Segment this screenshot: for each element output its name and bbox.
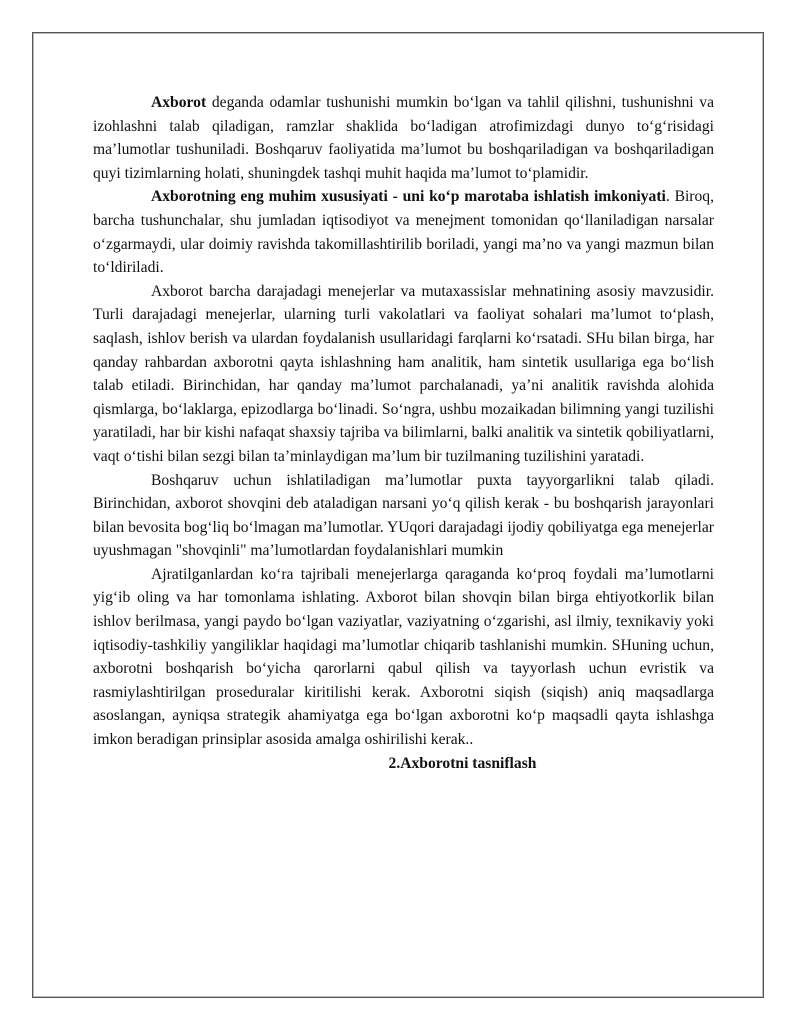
- section-heading: 2.Axborotni tasniflash: [388, 754, 537, 772]
- document-body: [93, 91, 714, 775]
- paragraph-processing: Ajratilganlardan ko‘ra tajribali menejerlarga qaraganda ko‘proq foydali ma’lumotlarni yig‘ib oling va har tomonlama ishlating. Axborot bilan shovqin bilan birga ehtiyotkorlik bilan ishlov berilmasa, yangi paydo bo‘lgan vaziyatlar, vaziyatning o‘zgarishi, asl ilmiy, texnikaviy yoki iqtisodiy-tashkiliy yangiliklar haqidagi ma’lumotlar chiqarib tashlanishi mumkin. SHuning uchun, axborotni boshqarish bo‘yicha qarorlarni qabul qilish va tayyorlash uchun evristik va rasmiylashtirilgan proseduralar kiritilishi kerak. Axborotni siqish (siqish) aniq maqsadlarga asoslangan, ayniqsa strategik ahamiyatga ega bo‘lgan axborotni ko‘p maqsadli qayta ishlashga imkon beradigan prinsiplar asosida amalga oshirilishi kerak..: [93, 565, 714, 749]
- paragraph-key-property: [93, 185, 714, 279]
- paragraph-managers: Axborot barcha darajadagi menejerlar va mutaxassislar mehnatining asosiy mavzusidir. Turli darajadagi menejerlar, ularning turli vakolatlari va faoliyat sohalari ma’lumot to‘plash, saqlash, ishlov berish va ulardan foydalanish usullaridagi farqlarni ko‘rsatadi. SHu bilan birga, har qanday rahbardan axborotni qayta ishlashning ham analitik, ham sintetik usullariga ega bo‘lish talab etiladi. Birinchidan, har qanday ma’lumot parchalanadi, ya’ni analitik ravishda alohida qismlarga, bo‘laklarga, epizodlarga bo‘linadi. So‘ngra, ushbu mozaikadan bilimning yangi tuzilishi yaratiladi, har bir kishi nafaqat shaxsiy tajriba va bilimlarni, balki analitik va sintetik qobiliyatlarni, vaqt o‘tishi bilan sezgi bilan ta’minlaydigan ma’lum bir tuzilmaning tuzilishini yaratadi.: [93, 282, 714, 465]
- term-key-property: Axborotning eng muhim xususiyati - uni ko‘p marotaba ishlatish imkoniyati: [151, 188, 666, 206]
- paragraph-text: . Biroq, barcha tushunchalar, shu jumladan iqtisodiyot va menejment tomonidan qo‘llaniladigan narsalar o‘zgarmaydi, ular doimiy ravishda takomillashtirilib boriladi, yangi ma’no va yangi mazmun bilan to‘ldiriladi.: [93, 188, 714, 277]
- term-axborot: Axborot: [151, 94, 207, 111]
- paragraph-noise: Boshqaruv uchun ishlatiladigan ma’lumotlar puxta tayyorgarlikni talab qiladi. Birinchidan, axborot shovqini deb ataladigan narsani yo‘q qilish kerak - bu boshqarish jarayonlari bilan bevosita bog‘liq bo‘lmagan ma’lumotlar. YUqori darajadagi ijodiy qobiliyatga ega menejerlar uyushmagan "shovqinli" ma’lumotlardan foydalanishlari mumkin: [93, 471, 714, 560]
- document-page: [32, 32, 764, 998]
- paragraph-axborot-definition: [93, 91, 714, 185]
- paragraph-text: deganda odamlar tushunishi mumkin bo‘lgan va tahlil qilishni, tushunishni va izohlashni talab qiladigan, ramzlar shaklida bo‘ladigan atrofimizdagi dunyo to‘g‘risidagi ma’lumotlar tushuniladi. Boshqaruv faoliyatida ma’lumot bu boshqariladigan va boshqariladigan quyi tizimlarning holati, shuningdek tashqi muhit haqida ma’lumot to‘plamidir.: [93, 94, 714, 182]
